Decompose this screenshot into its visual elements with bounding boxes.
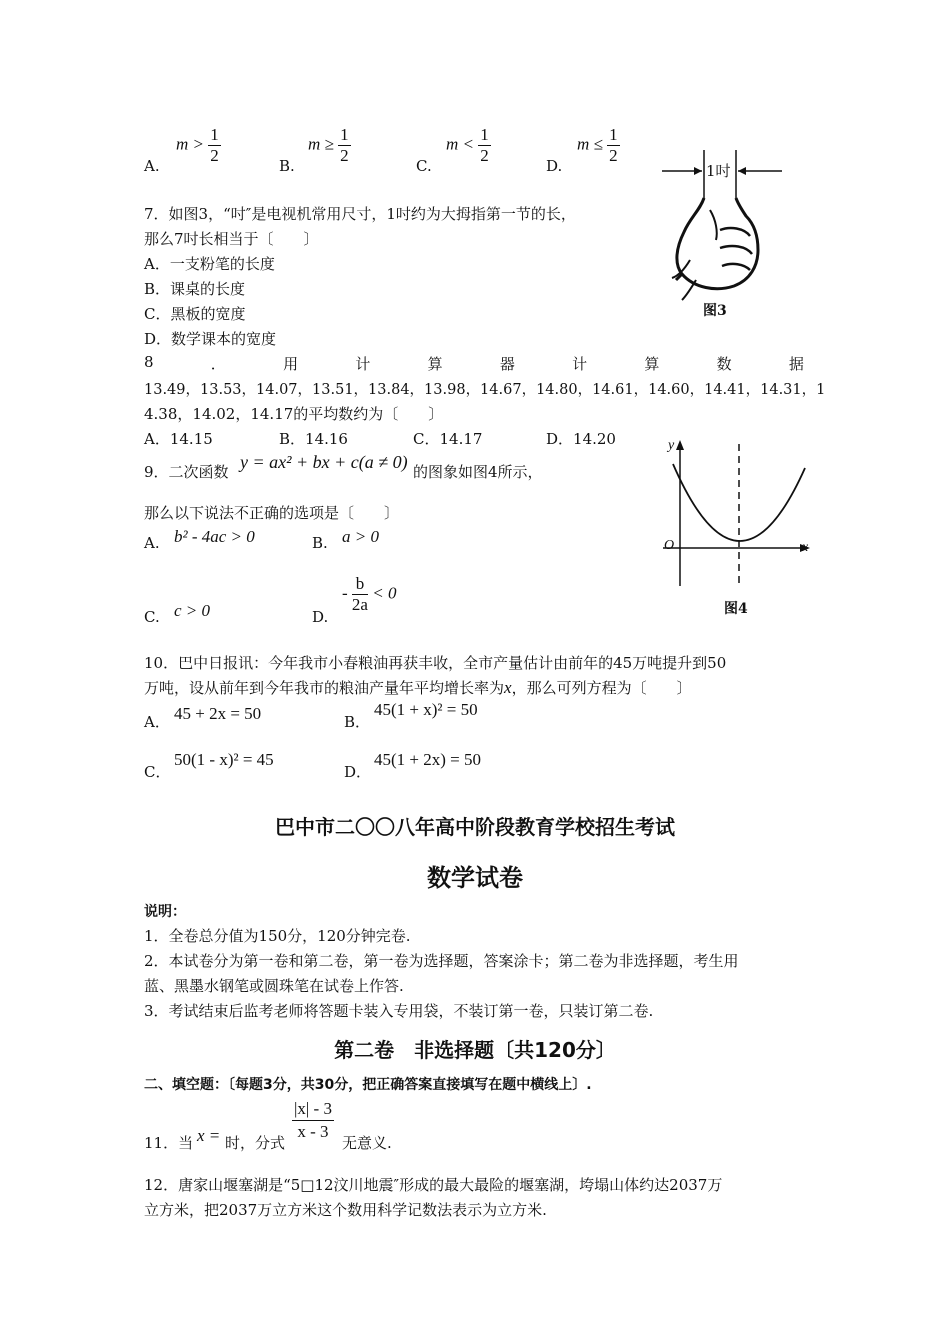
q6-option-c xyxy=(416,157,432,175)
q8-char: 数 xyxy=(716,355,732,373)
q12-line2: 立方米，把2037万立方米这个数用科学记数法表示为立方米. xyxy=(144,1201,547,1219)
q7-option-b: B．课桌的长度 xyxy=(144,280,246,298)
q8-char: 器 xyxy=(499,355,515,373)
figure-4 xyxy=(655,436,815,616)
fraction xyxy=(338,125,351,166)
q10-line2-text: 万吨，设从前年到今年我市的粮油产量年平均增长率为 xyxy=(144,679,505,697)
fraction xyxy=(607,125,620,166)
q6-option-d-expr xyxy=(577,125,620,166)
fraction-denominator: 2 xyxy=(480,146,489,165)
q10-option-d-label: D． xyxy=(344,763,372,781)
minus-sign: - xyxy=(342,583,348,603)
q8-option-b: B．14.16 xyxy=(279,430,348,448)
fraction xyxy=(352,574,368,615)
q7-option-a: A．一支粉笔的长度 xyxy=(144,255,275,273)
fraction-denominator: 2 xyxy=(609,146,618,165)
q8-stem-line3: 4.38，14.02，14.17的平均数约为〔 〕 xyxy=(144,405,444,423)
q6-option-b xyxy=(279,157,295,175)
q7-stem-line1: 7．如图3，“吋″是电视机常用尺寸，1吋约为大拇指第一节的长， xyxy=(144,205,576,223)
q7-stem-line2: 那么7吋长相当于〔 〕 xyxy=(144,230,319,248)
option-label: C. xyxy=(416,157,432,175)
note-2-line2: 蓝、黑墨水钢笔或圆珠笔在试卷上作答. xyxy=(144,977,404,995)
q6-option-d xyxy=(546,157,562,175)
q10-option-b-label: B． xyxy=(344,713,371,731)
q10-line2-end: ，那么可列方程为〔 〕 xyxy=(511,679,692,697)
fraction xyxy=(292,1098,334,1143)
fraction-denominator: 2a xyxy=(351,595,368,614)
q9-option-d-expr xyxy=(342,574,396,615)
fraction-numerator: 1 xyxy=(609,125,618,144)
q6-a-relation: m > xyxy=(176,134,204,154)
fraction-denominator: x - 3 xyxy=(297,1122,329,1141)
q6-d-relation: m ≤ xyxy=(577,134,603,154)
q11-suffix: 无意义. xyxy=(342,1134,392,1152)
q6-option-c-expr xyxy=(446,125,491,166)
q9-option-c-label: C. xyxy=(144,608,160,626)
q11-var: x = xyxy=(197,1126,221,1145)
q9-d-relation: < 0 xyxy=(372,583,397,603)
q6-option-a-expr xyxy=(176,125,221,166)
note-3: 3．考试结束后监考老师将答题卡装入专用袋，不装订第一卷，只装订第二卷. xyxy=(144,1002,654,1020)
q8-stem-line2: 13.49，13.53，14.07，13.51，13.84，13.98，14.67，14.80，14.61，14.60，14.41，14.31，1 xyxy=(144,382,826,398)
fraction xyxy=(208,125,221,166)
section-2-heading: 二、填空题：〔每题3分，共30分，把正确答案直接填写在题中横线上〕. xyxy=(144,1077,592,1093)
fraction-denominator: 2 xyxy=(210,146,219,165)
notes-heading: 说明： xyxy=(144,904,186,920)
q6-option-b-expr xyxy=(308,125,351,166)
q10-option-a-expr: 45 + 2x = 50 xyxy=(174,704,262,723)
exam-subtitle: 数学试卷 xyxy=(427,864,523,892)
fig4-x-label: x xyxy=(802,540,809,555)
fraction-numerator: |x| - 3 xyxy=(292,1098,334,1121)
q10-option-c-expr: 50(1 - x)² = 45 xyxy=(174,750,274,769)
q8-option-c: C．14.17 xyxy=(413,430,483,448)
q9-stem-prefix: 9．二次函数 xyxy=(144,463,229,481)
q8-char: 用 xyxy=(283,355,299,373)
q9-option-b-label: B. xyxy=(312,534,328,552)
q9-option-d-label: D. xyxy=(312,608,329,626)
q8-char: 计 xyxy=(355,355,371,373)
q10-stem-line2 xyxy=(144,677,692,698)
q10-variable: x xyxy=(504,678,512,697)
option-label: A. xyxy=(144,157,160,175)
fig4-origin-label: O xyxy=(664,538,675,553)
q9-option-a-label: A. xyxy=(144,534,160,552)
q7-option-d: D．数学课本的宽度 xyxy=(144,330,277,348)
q10-option-b-expr: 45(1 + x)² = 50 xyxy=(374,700,478,719)
note-2-line1: 2．本试卷分为第一卷和第二卷，第一卷为选择题，答案涂卡；第二卷为非选择题，考生用 xyxy=(144,952,739,970)
fig4-y-label: y xyxy=(668,438,675,453)
q10-option-c-label: C． xyxy=(144,763,171,781)
q8-char: 算 xyxy=(427,355,443,373)
q10-stem-line1: 10．巴中日报讯：今年我市小春粮油再获丰收，全市产量估计由前年的45万吨提升到50 xyxy=(144,654,727,672)
q8-stem-line1 xyxy=(144,353,804,374)
fig3-top-label: 1吋 xyxy=(706,162,731,180)
q8-option-d: D．14.20 xyxy=(546,430,616,448)
fraction-numerator: 1 xyxy=(340,125,349,144)
fraction xyxy=(478,125,491,166)
q8-char: 计 xyxy=(572,355,588,373)
q10-option-a-label: A． xyxy=(144,713,170,731)
q11-prefix: 11．当 xyxy=(144,1134,194,1152)
q7-option-c: C．黑板的宽度 xyxy=(144,305,246,323)
q8-char: 8 xyxy=(144,353,154,371)
q9-formula: y = ax² + bx + c(a ≠ 0) xyxy=(240,452,408,472)
parabola-graph xyxy=(655,436,815,616)
q8-char: ． xyxy=(210,355,226,373)
q8-option-a: A．14.15 xyxy=(144,430,213,448)
q6-b-relation: m ≥ xyxy=(308,134,334,154)
q6-option-a xyxy=(144,127,160,175)
fig3-caption: 图3 xyxy=(703,303,727,319)
q10-option-d-expr: 45(1 + 2x) = 50 xyxy=(374,750,481,769)
q11-fraction xyxy=(292,1098,334,1143)
fig4-caption: 图4 xyxy=(724,601,748,617)
q11-mid: 时，分式 xyxy=(225,1134,286,1152)
option-label: B. xyxy=(279,157,295,175)
q6-c-relation: m < xyxy=(446,134,474,154)
q9-option-c-expr: c > 0 xyxy=(174,601,211,620)
q9-stem-line2: 那么以下说法不正确的选项是〔 〕 xyxy=(144,504,400,522)
fraction-denominator: 2 xyxy=(340,146,349,165)
q9-stem-suffix: 的图象如图4所示， xyxy=(413,463,543,481)
q9-option-b-expr: a > 0 xyxy=(342,527,379,546)
fraction-numerator: 1 xyxy=(480,125,489,144)
q12-line1: 12．唐家山堰塞湖是“5□12汶川地震″形成的最大最险的堰塞湖，垮塌山体约达2037万 xyxy=(144,1176,723,1194)
fraction-numerator: 1 xyxy=(210,125,219,144)
note-1: 1．全卷总分值为150分，120分钟完卷. xyxy=(144,927,411,945)
q8-char: 算 xyxy=(644,355,660,373)
option-label: D. xyxy=(546,157,563,175)
exam-title: 巴中市二〇〇八年高中阶段教育学校招生考试 xyxy=(275,815,675,839)
q9-option-a-expr: b² - 4ac > 0 xyxy=(174,527,255,546)
part2-title: 第二卷 非选择题〔共120分〕 xyxy=(334,1038,616,1062)
fraction-numerator: b xyxy=(352,574,368,595)
q8-char: 据 xyxy=(788,355,804,373)
